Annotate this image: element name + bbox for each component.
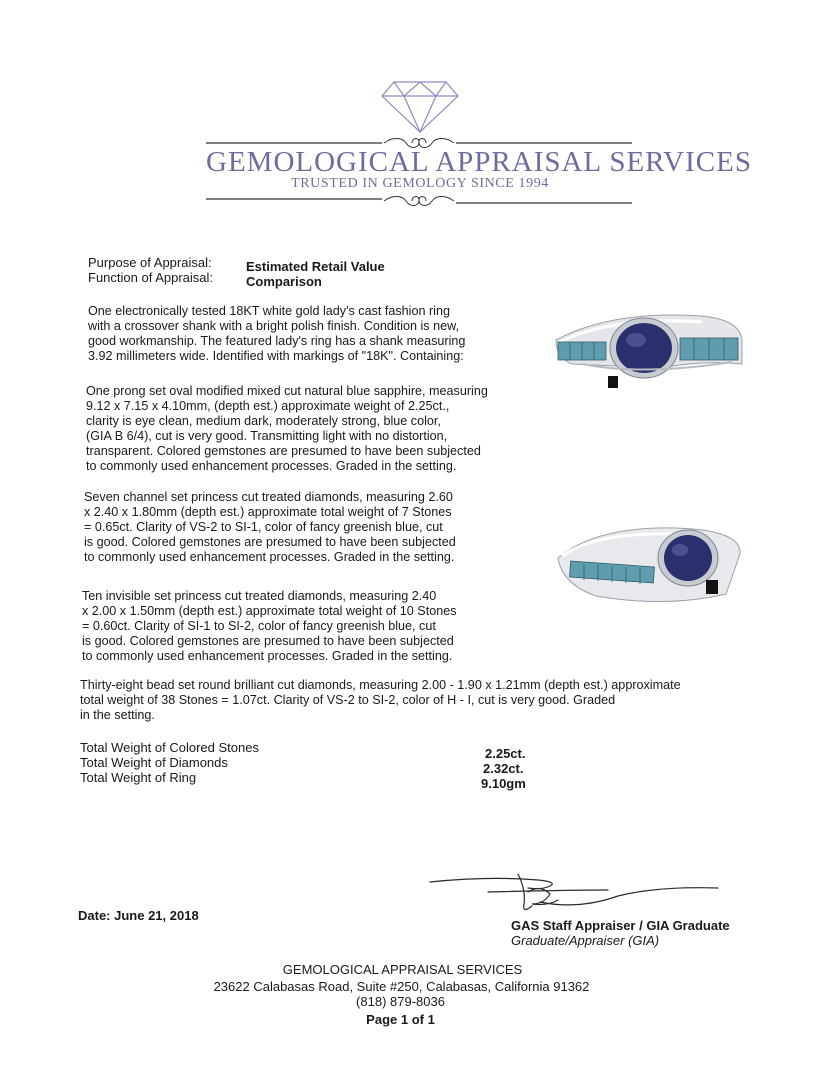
function-label: Function of Appraisal: bbox=[88, 270, 214, 285]
text-line: in the setting. bbox=[80, 708, 155, 722]
purpose-label: Purpose of Appraisal: bbox=[88, 255, 212, 270]
text-line: 9.12 x 7.15 x 4.10mm, (depth est.) approximate weight of 2.25ct., bbox=[86, 399, 450, 413]
purpose-value: Estimated Retail Value bbox=[246, 259, 385, 274]
text-line: clarity is eye clean, medium dark, moderately strong, blue color, bbox=[86, 414, 441, 428]
text-line: Thirty-eight bead set round brilliant cut diamonds, measuring 2.00 - 1.90 x 1.21mm (depth est.) approximate bbox=[80, 678, 681, 692]
description-paragraph-2 bbox=[86, 384, 488, 474]
text-line: x 2.00 x 1.50mm (depth est.) approximate total weight of 10 Stones bbox=[82, 604, 457, 618]
text-line: is good. Colored gemstones are presumed to have been subjected bbox=[82, 634, 454, 648]
signer-subtitle: Graduate/Appraiser (GIA) bbox=[511, 933, 660, 948]
ornament-rule-bottom bbox=[206, 192, 632, 210]
text-line: to commonly used enhancement processes. Graded in the setting. bbox=[86, 459, 457, 473]
total-ring-value: 9.10gm bbox=[481, 776, 526, 791]
text-line: One electronically tested 18KT white gold lady's cast fashion ring bbox=[88, 304, 450, 318]
text-line: One prong set oval modified mixed cut natural blue sapphire, measuring bbox=[86, 384, 488, 398]
footer-company: GEMOLOGICAL APPRAISAL SERVICES bbox=[282, 962, 523, 977]
text-line: total weight of 38 Stones = 1.07ct. Clarity of VS-2 to SI-2, color of H - I, cut is very good. Graded bbox=[80, 693, 616, 707]
text-line: Seven channel set princess cut treated diamonds, measuring 2.60 bbox=[84, 490, 453, 504]
function-value: Comparison bbox=[246, 274, 322, 289]
total-colored-stones-value: 2.25ct. bbox=[485, 746, 526, 761]
text-line: Ten invisible set princess cut treated diamonds, measuring 2.40 bbox=[82, 589, 437, 603]
text-line: good workmanship. The featured lady's ring has a shank measuring bbox=[88, 334, 466, 348]
total-diamonds-label: Total Weight of Diamonds bbox=[80, 755, 228, 770]
text-line: with a crossover shank with a bright polish finish. Condition is new, bbox=[88, 319, 459, 333]
description-paragraph-1 bbox=[88, 304, 465, 364]
footer-phone: (818) 879-8036 bbox=[356, 994, 445, 1009]
text-line: 3.92 millimeters wide. Identified with markings of "18K". Containing: bbox=[88, 349, 464, 363]
appraisal-date: Date: June 21, 2018 bbox=[78, 908, 199, 923]
description-paragraph-3 bbox=[84, 490, 456, 565]
total-colored-stones-label: Total Weight of Colored Stones bbox=[80, 740, 259, 755]
signature bbox=[428, 870, 724, 920]
footer-address: 23622 Calabasas Road, Suite #250, Calabasas, California 91362 bbox=[213, 979, 590, 994]
company-name: GEMOLOGICAL APPRAISAL SERVICES bbox=[206, 146, 752, 178]
ring-photo-top bbox=[552, 302, 746, 402]
text-line: = 0.60ct. Clarity of SI-1 to SI-2, color of fancy greenish blue, cut bbox=[82, 619, 436, 633]
text-line: to commonly used enhancement processes. Graded in the setting. bbox=[82, 649, 453, 663]
company-tagline: TRUSTED IN GEMOLOGY SINCE 1994 bbox=[291, 176, 549, 191]
ring-photo-angle bbox=[556, 518, 746, 616]
description-paragraph-5 bbox=[80, 678, 681, 723]
text-line: is good. Colored gemstones are presumed to have been subjected bbox=[84, 535, 456, 549]
text-line: x 2.40 x 1.80mm (depth est.) approximate total weight of 7 Stones bbox=[84, 505, 452, 519]
text-line: (GIA B 6/4), cut is very good. Transmitting light with no distortion, bbox=[86, 429, 448, 443]
text-line: to commonly used enhancement processes. Graded in the setting. bbox=[84, 550, 455, 564]
text-line: transparent. Colored gemstones are presumed to have been subjected bbox=[86, 444, 481, 458]
total-ring-label: Total Weight of Ring bbox=[80, 770, 197, 785]
diamond-logo-icon bbox=[380, 78, 460, 134]
signer-title: GAS Staff Appraiser / GIA Graduate bbox=[511, 918, 730, 933]
total-diamonds-value: 2.32ct. bbox=[483, 761, 524, 776]
description-paragraph-4 bbox=[82, 589, 457, 664]
page-number: Page 1 of 1 bbox=[366, 1012, 435, 1027]
text-line: = 0.65ct. Clarity of VS-2 to SI-1, color of fancy greenish blue, cut bbox=[84, 520, 443, 534]
